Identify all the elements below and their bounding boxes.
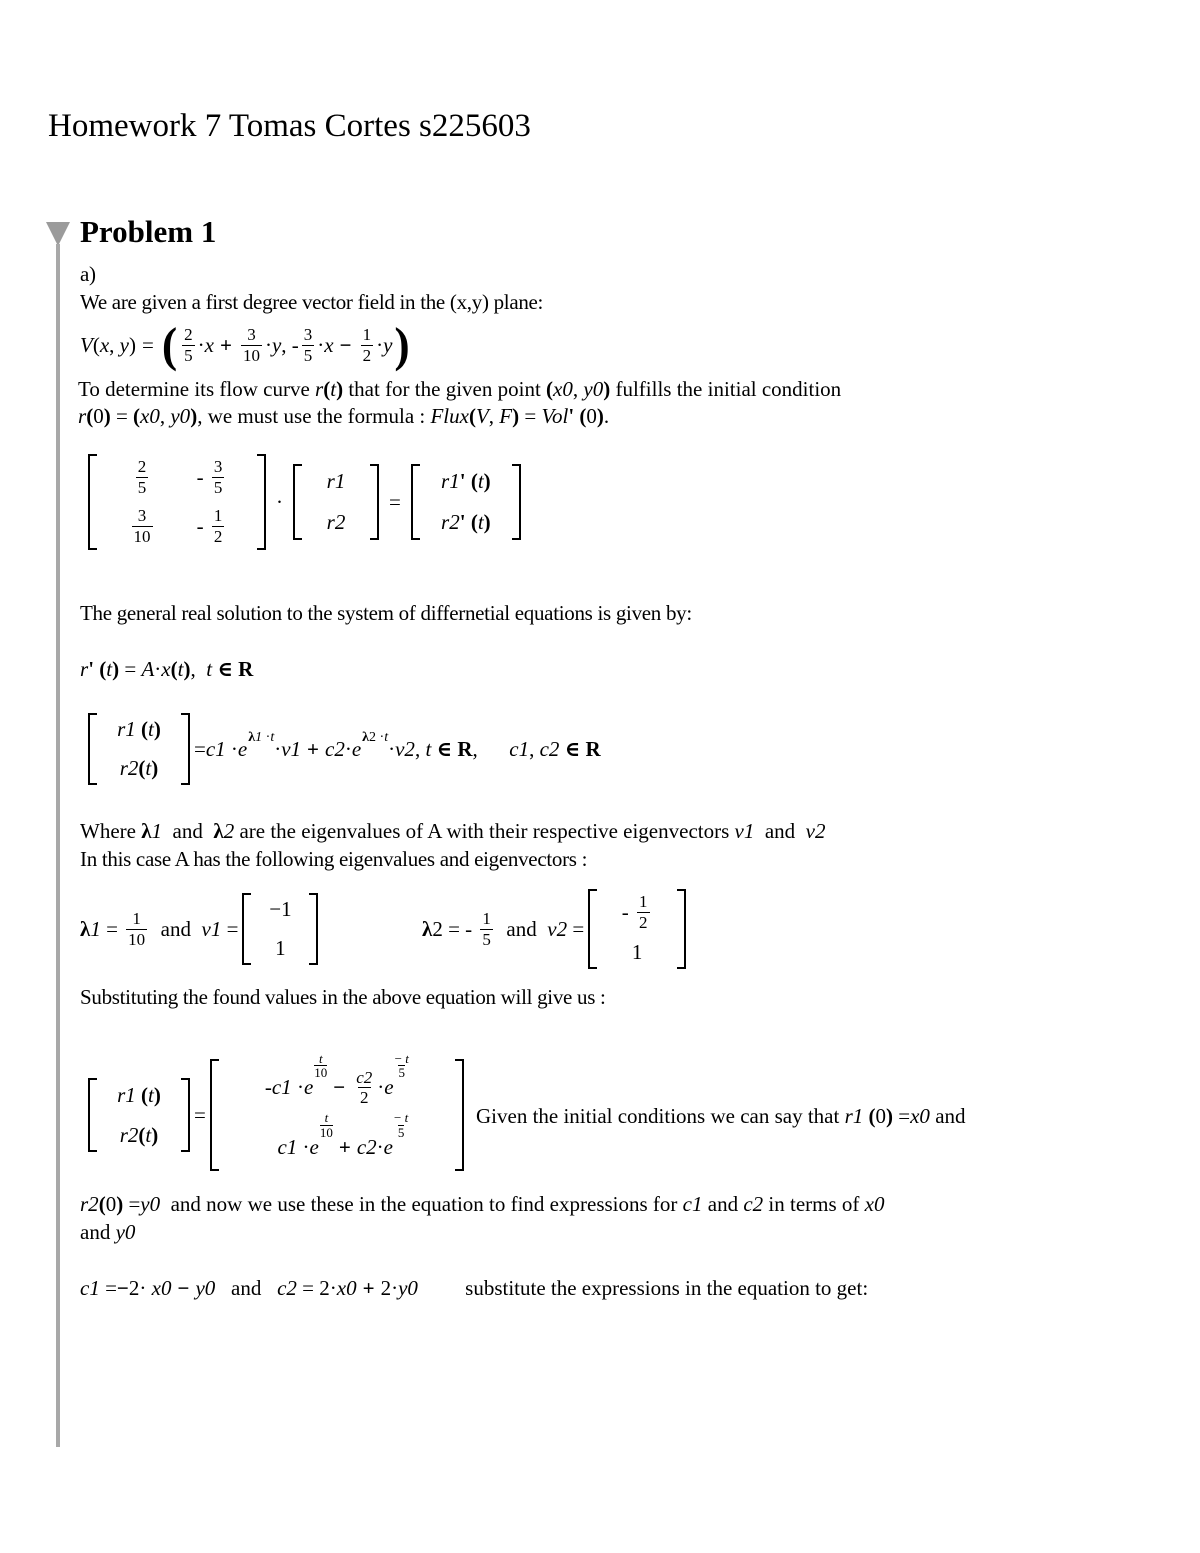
- initial-conditions-sentence: Given the initial conditions we can say that r1 ( 0 ) = x0 and: [476, 1104, 966, 1128]
- and-y0-line: and y0: [80, 1220, 136, 1244]
- solution-equation: r1 ( t ) r2 ( t ) = - c1 · e t 10 − $\frac{c2}{2}$ · e − t 5 c1 · e t 10 + c2 · e − t 5: [84, 1040, 468, 1190]
- c-expressions-equation: c1 = − 2· x0 − y0 and c2 = 2· x0 + 2· y0 substitute the expressions in the equation to get:: [80, 1276, 869, 1300]
- in-terms-text: in terms of: [768, 1192, 860, 1216]
- eigen-case-paragraph: In this case A has the following eigenvalues and eigenvectors :: [80, 847, 588, 871]
- where-and-text: and: [172, 819, 203, 843]
- flow-sentence-line1: To determine its flow curve r ( t ) that for the given point ( x0 , y0 ) fulfills the initial condition: [78, 377, 842, 401]
- section-bracket[interactable]: [56, 244, 60, 1447]
- eigen-where-sentence: Where λ 1 and λ 2 are the eigenvalues of A with their respective eigenvectors v1 and v2: [80, 819, 826, 843]
- vector-field-equation: V ( x , y ) = ( $\frac{2}{5}$ · x + $\frac{3}{10}$ · y , - $\frac{3}{5}$ · x − $\frac{1}{2}$ · y ): [80, 317, 410, 372]
- given-text: Given the initial conditions we can say that: [476, 1104, 840, 1128]
- substituting-paragraph: Substituting the found values in the above equation will give us :: [80, 985, 606, 1009]
- eigen-2-equation: λ 2 = - $\frac{1}{5}$ and v2 = - $\frac{1}{2}$ 1: [422, 876, 690, 982]
- eigen-1-equation: λ 1 = $\frac{1}{10}$ and v1 = −1 1: [80, 890, 322, 968]
- flow-text-4: , we must use the formula :: [197, 404, 426, 428]
- triangle-down-icon[interactable]: [46, 222, 70, 246]
- flow-sentence-line2: r ( 0 ) = ( x0 , y0 ) , we must use the formula : Flux ( V , F ) = Vol ' ( 0 ) .: [78, 404, 610, 428]
- flow-text-1: To determine its flow curve: [78, 377, 310, 401]
- section-heading: Problem 1: [80, 214, 217, 249]
- matrix-equation: $\frac{2}{5}$ - $\frac{3}{5}$ $\frac{3}{10}$ - $\frac{1}{2}$ · r1 r2 = r1 ' ( t ) r2 ' ( t ): [84, 432, 525, 572]
- general-solution-paragraph: The general real solution to the system of differnetial equations is given by:: [80, 601, 692, 625]
- document-title: Homework 7 Tomas Cortes s225603: [48, 108, 531, 144]
- where-text-2: are the eigenvalues of A with their respective eigenvectors: [239, 819, 730, 843]
- where-text: Where: [80, 819, 136, 843]
- now-use-sentence: r2 ( 0 ) = y0 and now we use these in the equation to find expressions for c1 and c2 in terms of x0: [80, 1192, 885, 1216]
- flow-text-3: fulfills the initial condition: [615, 377, 842, 401]
- part-a-label: a): [80, 262, 96, 286]
- final-text: substitute the expressions in the equation to get:: [465, 1276, 869, 1300]
- intro-paragraph: We are given a first degree vector field in the (x,y) plane:: [80, 290, 544, 314]
- flow-text-2: that for the given point: [348, 377, 541, 401]
- ode-equation: r ' ( t ) = A · x ( t ) , t ∈ R: [80, 656, 254, 681]
- given-and-text: and: [935, 1104, 966, 1128]
- now-use-text: and now we use these in the equation to find expressions for: [170, 1192, 678, 1216]
- general-solution-equation: r1 ( t ) r2 ( t ) = c1 · e λ1 ·t · v1 + c2 · e λ2 ·t · v2 , t ∈ R , c1 , c2 ∈ R: [84, 712, 601, 786]
